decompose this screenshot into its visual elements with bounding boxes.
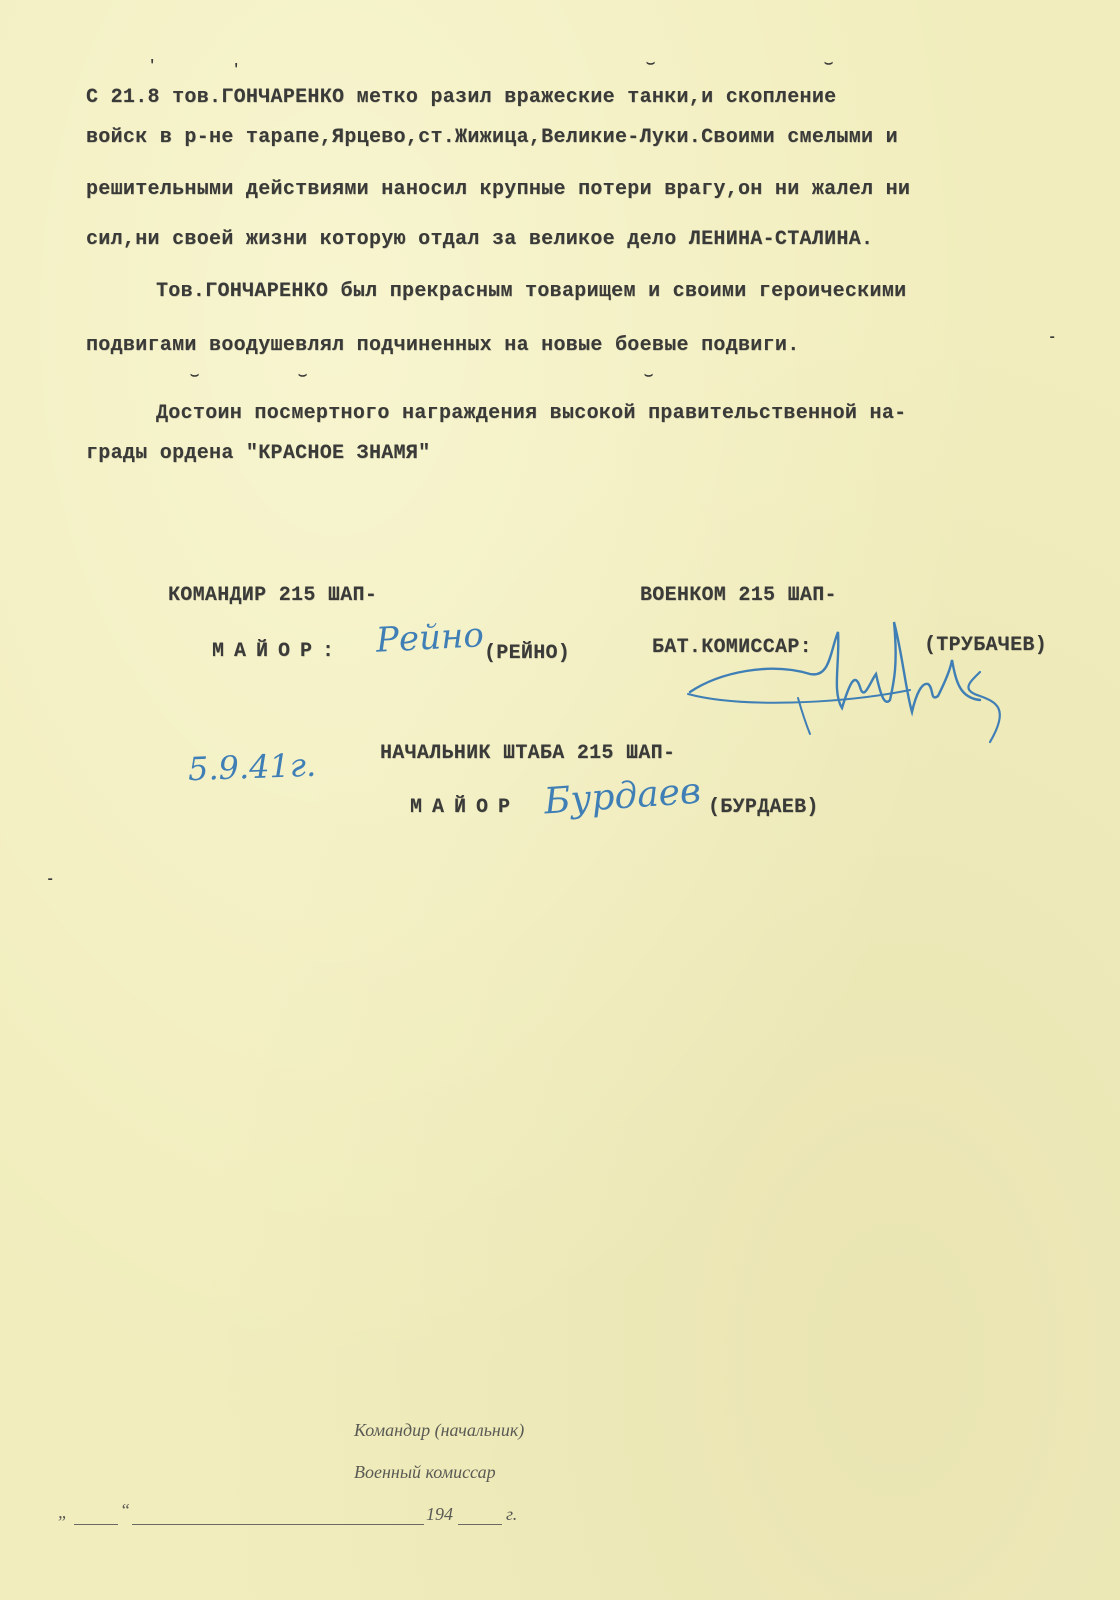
- body-line: подвигами воодушевлял подчиненных на новые боевые подвиги.: [86, 334, 800, 357]
- commander-name: (РЕЙНО): [484, 642, 571, 665]
- chief-of-staff-name: (БУРДАЕВ): [708, 796, 819, 819]
- body-line: грады ордена "КРАСНОЕ ЗНАМЯ": [86, 442, 431, 465]
- year-blank: [458, 1524, 502, 1525]
- chief-of-staff-title: НАЧАЛЬНИК ШТАБА 215 ШАП-: [380, 742, 676, 765]
- commander-rank: МАЙОР:: [212, 640, 345, 663]
- day-blank: [74, 1524, 118, 1525]
- body-line: сил,ни своей жизни которую отдал за великое дело ЛЕНИНА-СТАЛИНА.: [86, 228, 874, 251]
- body-line: войск в р-не тарапе,Ярцево,ст.Жижица,Великие-Луки.Своими смелыми и: [86, 126, 898, 149]
- body-line: Тов.ГОНЧАРЕНКО был прекрасным товарищем и своими героическими: [156, 280, 907, 303]
- commissar-rank: БАТ.КОМИССАР:: [652, 636, 812, 659]
- commander-title: КОМАНДИР 215 ШАП-: [168, 584, 378, 607]
- month-blank: [132, 1524, 424, 1525]
- date-open-quote: „: [58, 1502, 69, 1522]
- handwritten-date: 5.9.41г.: [187, 745, 317, 789]
- commander-signature: Рейно: [375, 615, 485, 661]
- form-footer-commander: Командир (начальник): [354, 1420, 525, 1440]
- chief-of-staff-signature: Бурдаев: [542, 770, 703, 823]
- year-suffix: г.: [506, 1504, 518, 1524]
- body-line: решительными действиями наносил крупные потери врагу,он ни жалел ни: [86, 178, 911, 201]
- chief-of-staff-rank: МАЙОР: [410, 796, 521, 819]
- date-close-quote: “: [120, 1500, 131, 1520]
- body-line: С 21.8 тов.ГОНЧАРЕНКО метко разил вражеские танки,и скопление: [86, 86, 837, 109]
- form-footer-commissar: Военный комиссар: [354, 1462, 496, 1482]
- commissar-name: (ТРУБАЧЕВ): [924, 634, 1048, 657]
- body-line: Достоин посмертного награждения высокой правительственной на-: [156, 402, 907, 425]
- year-prefix: 194: [426, 1504, 453, 1524]
- commissar-title: ВОЕНКОМ 215 ШАП-: [640, 584, 837, 607]
- commissar-signature: [680, 612, 1020, 752]
- document-page: С 21.8 тов.ГОНЧАРЕНКО метко разил вражеские танки,и скопление войск в р-не тарапе,Ярцево,ст.Жижица,Великие-Луки.Своими смелыми и решительными действиями наносил крупные потери врагу,он ни жалел ни сил,ни своей жизни которую отдал за великое дело ЛЕНИНА-СТАЛИНА. Тов.ГОНЧАРЕНКО был прекрасным товарищем и своими героическими подвигами воодушевлял подчиненных на новые боевые подвиги. Достоин посмертного награждения высокой правительственной на- грады ордена "КРАСНОЕ ЗНАМЯ" КОМАНДИР 215 ШАП- МАЙОР: Рейно (РЕЙНО) ВОЕНКОМ 215 ШАП- БАТ.КОМИССАР: (ТРУБАЧЕВ) 5.9.41г. НАЧАЛЬНИК ШТАБА 215 ШАП- МАЙОР Бурдаев (БУРДАЕВ) ' ' ⌣ ⌣ ⌣ ⌣ ⌣ - - Командир (начальник) Военный комиссар „ “ 194 г.: [0, 0, 1120, 1600]
